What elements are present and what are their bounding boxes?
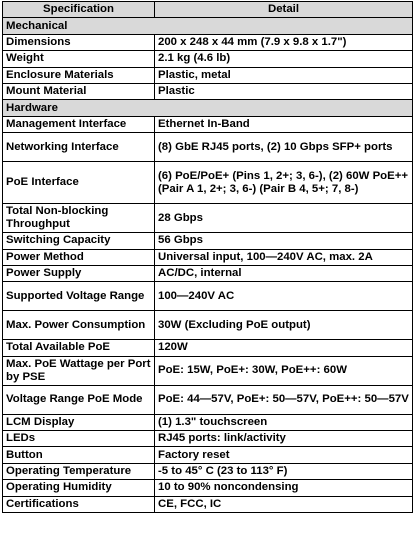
group-row [3,100,413,116]
table-row [3,162,413,204]
table-row [3,83,413,99]
spec-value: PoE: 44—57V, PoE+: 50—57V, PoE++: 50—57V [155,385,413,414]
spec-table [2,1,413,513]
spec-value: 28 Gbps [155,204,413,233]
spec-value: 120W [155,340,413,356]
spec-label: Total Non-blocking Throughput [3,204,155,233]
spec-label: Weight [3,51,155,67]
spec-value: 100—240V AC [155,282,413,311]
table-row [3,67,413,83]
table-row [3,463,413,479]
spec-label: Total Available PoE [3,340,155,356]
table-row [3,480,413,496]
spec-label: Dimensions [3,34,155,50]
spec-value: 30W (Excluding PoE output) [155,311,413,340]
spec-label: Switching Capacity [3,233,155,249]
table-row [3,133,413,162]
spec-label: Mount Material [3,83,155,99]
table-row [3,431,413,447]
spec-value: Plastic, metal [155,67,413,83]
spec-value: AC/DC, internal [155,265,413,281]
spec-value: Universal input, 100—240V AC, max. 2A [155,249,413,265]
table-row [3,51,413,67]
table-row [3,249,413,265]
spec-label: Networking Interface [3,133,155,162]
table-header-row [3,2,413,18]
spec-label: LCM Display [3,414,155,430]
group-row [3,18,413,34]
table-row [3,282,413,311]
spec-label: PoE Interface [3,162,155,204]
table-row [3,447,413,463]
spec-value: 200 x 248 x 44 mm (7.9 x 9.8 x 1.7") [155,34,413,50]
table-row [3,233,413,249]
header-specification: Specification [3,2,155,18]
group-label: Hardware [3,100,413,116]
table-row [3,385,413,414]
table-row [3,204,413,233]
table-row [3,340,413,356]
spec-value: Factory reset [155,447,413,463]
spec-value: CE, FCC, IC [155,496,413,512]
group-label: Mechanical [3,18,413,34]
spec-label: Button [3,447,155,463]
spec-label: Certifications [3,496,155,512]
spec-value: 56 Gbps [155,233,413,249]
table-row [3,265,413,281]
spec-label: Operating Temperature [3,463,155,479]
spec-label: Supported Voltage Range [3,282,155,311]
spec-label: Enclosure Materials [3,67,155,83]
spec-label: Power Method [3,249,155,265]
table-row [3,34,413,50]
header-detail: Detail [155,2,413,18]
table-row [3,414,413,430]
spec-value: 10 to 90% noncondensing [155,480,413,496]
spec-value: (6) PoE/PoE+ (Pins 1, 2+; 3, 6-), (2) 60W PoE++ (Pair A 1, 2+; 3, 6-) (Pair B 4, 5+; 7, 8-) [155,162,413,204]
table-row [3,356,413,385]
spec-label: LEDs [3,431,155,447]
spec-label: Operating Humidity [3,480,155,496]
spec-value: -5 to 45° C (23 to 113° F) [155,463,413,479]
spec-value: RJ45 ports: link/activity [155,431,413,447]
spec-label: Max. Power Consumption [3,311,155,340]
spec-label: Management Interface [3,116,155,132]
spec-value: PoE: 15W, PoE+: 30W, PoE++: 60W [155,356,413,385]
spec-value: Plastic [155,83,413,99]
spec-value: Ethernet In-Band [155,116,413,132]
spec-label: Max. PoE Wattage per Port by PSE [3,356,155,385]
table-row [3,311,413,340]
spec-value: (1) 1.3" touchscreen [155,414,413,430]
table-row [3,116,413,132]
spec-value: 2.1 kg (4.6 lb) [155,51,413,67]
table-row [3,496,413,512]
spec-value: (8) GbE RJ45 ports, (2) 10 Gbps SFP+ ports [155,133,413,162]
spec-label: Voltage Range PoE Mode [3,385,155,414]
spec-label: Power Supply [3,265,155,281]
